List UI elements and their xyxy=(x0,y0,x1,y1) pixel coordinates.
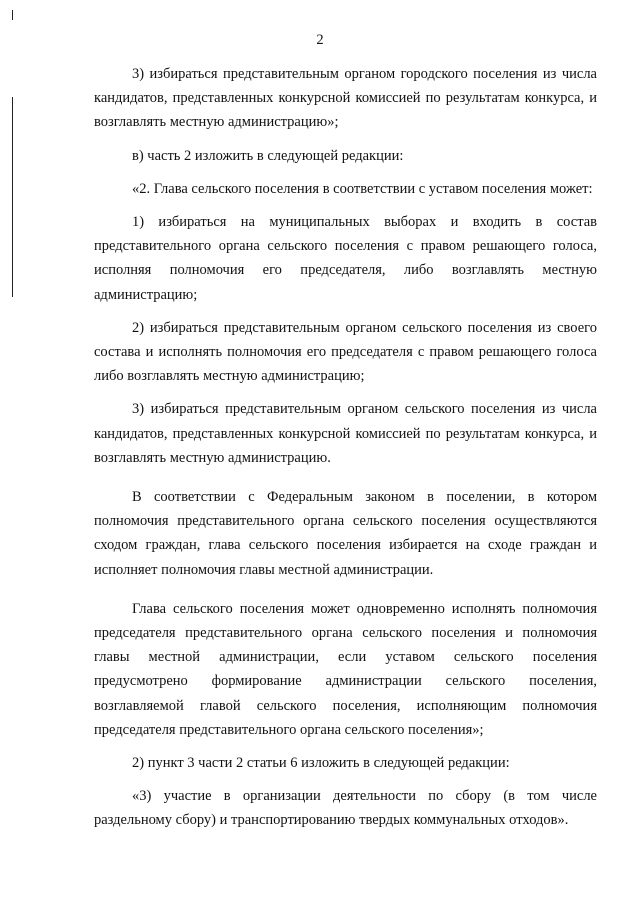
paragraph-head-combined-powers: Глава сельского поселения может одновременно исполнять полномочия председателя представительного органа сельского поселения и полномочия главы местной администрации, если уставом сельского поселения предусмотрено формирование администрации сельского поселения, возглавляемой главой сельского поселения, исполняющим полномочия председателя представительного органа сельского поселения»; xyxy=(94,600,597,738)
paragraph-rural-head-intro: «2. Глава сельского поселения в соответствии с уставом поселения может: xyxy=(132,180,593,197)
paragraph-federal-law: В соответствии с Федеральным законом в поселении, в котором полномочия представительного органа сельского поселения осуществляются сходом граждан, глава сельского поселения избирается на сходе граждан и исполняет полномочия главы местной администрации. xyxy=(94,489,597,578)
scan-margin-mark xyxy=(12,10,13,20)
paragraph-waste-collection: «3) участие в организации деятельности по сбору (в том числе раздельному сбору) и транспортированию твердых коммунальных отходов». xyxy=(94,788,597,829)
paragraph-rural-item-2: 2) избираться представительным органом сельского поселения из своего состава и исполнять полномочия его председателя с правом решающего голоса либо возглавлять местную администрацию; xyxy=(94,319,597,385)
page-number: 2 xyxy=(316,32,324,48)
paragraph-article-6-amendment: 2) пункт 3 части 2 статьи 6 изложить в следующей редакции: xyxy=(132,755,510,772)
scan-margin-line xyxy=(12,97,13,297)
paragraph-rural-item-1: 1) избираться на муниципальных выборах и входить в состав представительного органа сельского поселения с правом решающего голоса, исполняя полномочия его председателя, либо возглавлять местную администрацию; xyxy=(94,214,597,303)
paragraph-rural-item-3: 3) избираться представительным органом сельского поселения из числа кандидатов, представленных конкурсной комиссией по результатам конкурса, и возглавлять местную администрацию. xyxy=(94,401,597,466)
paragraph-part-2-intro: в) часть 2 изложить в следующей редакции: xyxy=(132,147,404,164)
paragraph-item-3-city: 3) избираться представительным органом городского поселения из числа кандидатов, представленных конкурсной комиссией по результатам конкурса, и возглавлять местную администрацию»; xyxy=(94,66,597,131)
document-body xyxy=(94,62,597,842)
